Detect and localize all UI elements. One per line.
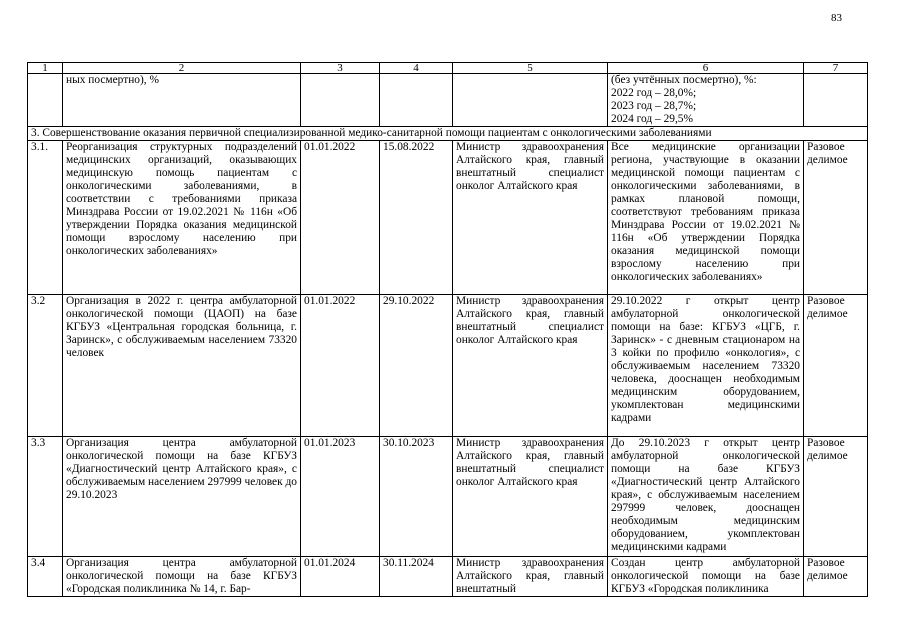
end-date: 29.10.2022	[380, 295, 453, 437]
measure-description: Реорганизация структурных подразделений медицинских организаций, оказывающих медицинскую помощь пациентам с онкологическими заболеваниями, в соответствии с требованиями приказа Минздрава России от 19.02.2021 № 116н «Об утверждении Порядка оказания медицинской помощи взрослому населению при онкологических заболеваниях»	[63, 141, 301, 295]
column-number: 6	[608, 63, 804, 74]
column-number: 1	[28, 63, 63, 74]
result-line: 2022 год – 28,0%;	[611, 87, 697, 99]
task-type: Разовое делимое	[804, 141, 868, 295]
row-number-cell	[28, 74, 63, 127]
page-number: 83	[831, 12, 842, 24]
result-line: (без учтённых посмертно), %:	[611, 74, 757, 86]
column-number: 3	[301, 63, 380, 74]
row-number: 3.1.	[28, 141, 63, 295]
type-cell	[804, 74, 868, 127]
result: До 29.10.2023 г открыт центр амбулаторной онкологической помощи на базе КГБУЗ «Диагностический центр Алтайского края», с обслуживаемым населением 297999 человек, дооснащен необходимым медицинским оборудованием, укомплектован медицинскими кадрами	[608, 437, 804, 557]
row-number: 3.3	[28, 437, 63, 557]
end-date: 30.11.2024	[380, 557, 453, 597]
responsible: Министр здравоохранения Алтайского края, главный внештатный специалист онколог Алтайского края	[453, 437, 608, 557]
responsible-cell	[453, 74, 608, 127]
continuation-description: ных посмертно), %	[63, 74, 301, 127]
result-line: 2023 год – 28,7%;	[611, 100, 697, 112]
task-type: Разовое делимое	[804, 295, 868, 437]
start-date: 01.01.2023	[301, 437, 380, 557]
result: 29.10.2022 г открыт центр амбулаторной онкологической помощи на базе: КГБУЗ «ЦГБ, г. Заринск» - с дневным стационаром на 3 койки по профилю «онкология», с обслуживаемым населением 73320 человека, дооснащен необходимым медицинским оборудованием, укомплектован медицинскими кадрами	[608, 295, 804, 437]
task-type: Разовое делимое	[804, 437, 868, 557]
table-row	[28, 437, 868, 557]
start-date: 01.01.2022	[301, 141, 380, 295]
row-number: 3.2	[28, 295, 63, 437]
section-title: 3. Совершенствование оказания первичной специализированной медико-санитарной помощи пациентам с онкологическими заболеваниями	[28, 127, 868, 141]
end-date-cell	[380, 74, 453, 127]
responsible: Министр здравоохранения Алтайского края, главный внештатный специалист онколог Алтайского края	[453, 295, 608, 437]
end-date: 30.10.2023	[380, 437, 453, 557]
start-date: 01.01.2024	[301, 557, 380, 597]
table-row	[28, 295, 868, 437]
measure-description: Организация в 2022 г. центра амбулаторной онкологической помощи (ЦАОП) на базе КГБУЗ «Центральная городская больница, г. Заринск», с обслуживаемым населением 73320 человек	[63, 295, 301, 437]
column-number: 7	[804, 63, 868, 74]
continuation-row	[28, 74, 868, 127]
column-number: 5	[453, 63, 608, 74]
table-row	[28, 557, 868, 597]
start-date: 01.01.2022	[301, 295, 380, 437]
start-date-cell	[301, 74, 380, 127]
result: Все медицинские организации региона, участвующие в оказании медицинской помощи пациентам с онкологическими заболеваниями, в рамках плановой помощи, соответствуют требованиям приказа Минздрава России от 19.02.2021 № 116н «Об утверждении Порядка оказания медицинской помощи взрослому населению при онкологических заболеваниях»	[608, 141, 804, 295]
column-number-row	[28, 63, 868, 74]
plan-table	[27, 62, 868, 597]
result: Создан центр амбулаторной онкологической помощи на базе КГБУЗ «Городская поликлиника	[608, 557, 804, 597]
section-row	[28, 127, 868, 141]
responsible: Министр здравоохранения Алтайского края, главный внештатный специалист онколог Алтайского края	[453, 141, 608, 295]
table-row	[28, 141, 868, 295]
row-number: 3.4	[28, 557, 63, 597]
measure-description: Организация центра амбулаторной онкологической помощи на базе КГБУЗ «Городская поликлиника № 14, г. Бар-	[63, 557, 301, 597]
responsible: Министр здравоохранения Алтайского края, главный внештатный	[453, 557, 608, 597]
measure-description: Организация центра амбулаторной онкологической помощи на базе КГБУЗ «Диагностический центр Алтайского края», с обслуживаемым населением 297999 человек до 29.10.2023	[63, 437, 301, 557]
result-line: 2024 год – 29,5%	[611, 113, 693, 125]
task-type: Разовое делимое	[804, 557, 868, 597]
continuation-result	[608, 74, 804, 127]
column-number: 4	[380, 63, 453, 74]
column-number: 2	[63, 63, 301, 74]
end-date: 15.08.2022	[380, 141, 453, 295]
